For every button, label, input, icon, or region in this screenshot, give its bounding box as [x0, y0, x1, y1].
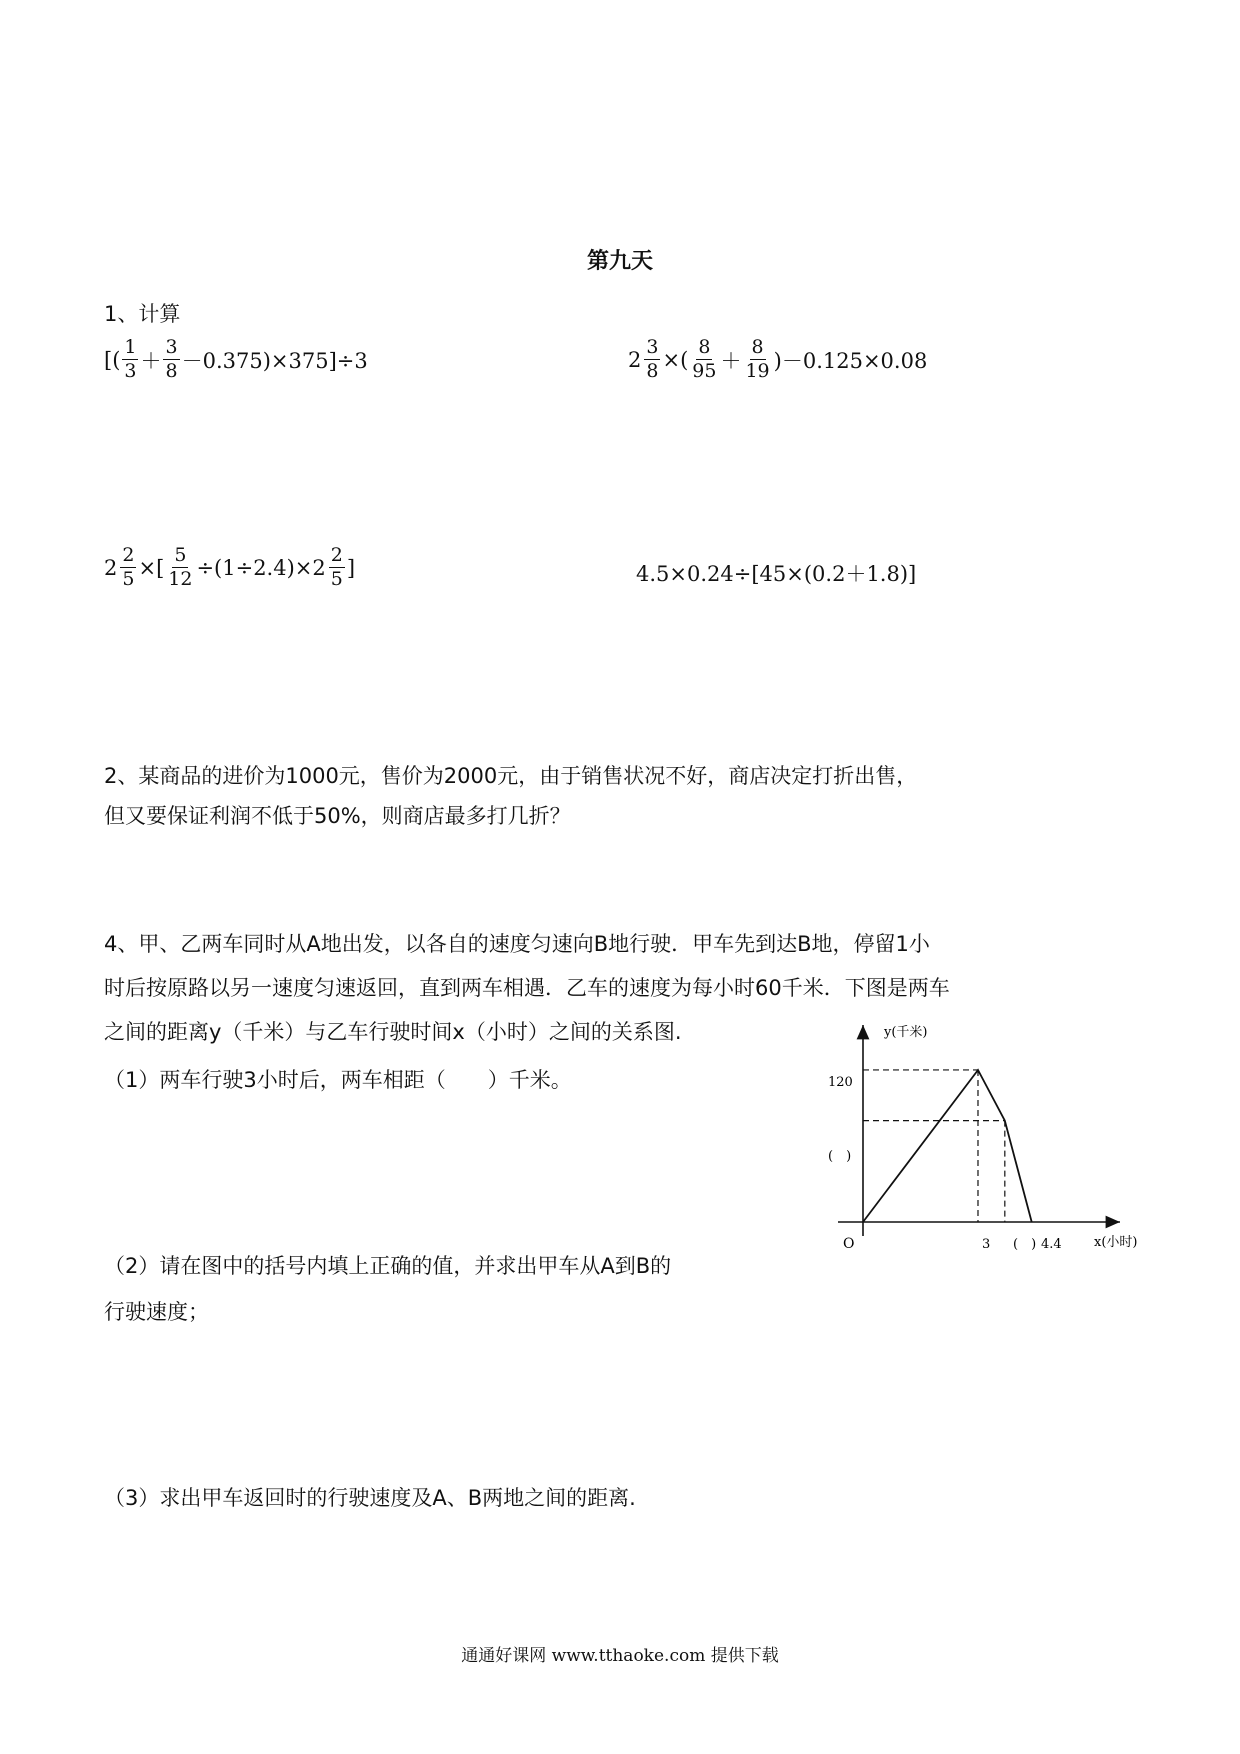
expr-text: 4.5×0.24÷[45×(0.2＋1.8)]: [636, 562, 917, 586]
expr-text: －0.375)×375]÷3: [181, 348, 368, 373]
numerator: 1: [124, 336, 137, 358]
whole-part: 2: [312, 555, 326, 580]
q2-line-1: 2、某商品的进价为1000元，售价为2000元，由于销售状况不好，商店决定打折出售，: [104, 764, 918, 788]
q4-line-2: 时后按原路以另一速度匀速返回，直到两车相遇．乙车的速度为每小时60千米．下图是两车: [104, 976, 950, 1000]
expr-text: ＋: [720, 348, 742, 373]
whole-part: 2: [628, 347, 642, 372]
whole-part: 2: [104, 555, 118, 580]
expr-text: )－0.125×0.08: [773, 348, 928, 373]
numerator: 2: [122, 544, 135, 566]
denominator: 5: [330, 568, 343, 590]
x-tick-4.4: 4.4: [1041, 1237, 1062, 1252]
denominator: 8: [165, 360, 178, 382]
y-tick-120: 120: [828, 1075, 853, 1090]
q1-label: 1、计算: [104, 302, 181, 326]
page-title: 第九天: [586, 248, 653, 274]
denominator: 8: [646, 360, 659, 382]
distance-line: [863, 1070, 1032, 1222]
x-tick-blank: ( ): [1013, 1237, 1037, 1252]
y-axis-label: y(千米): [884, 1025, 928, 1040]
numerator: 3: [165, 336, 178, 358]
numerator: 8: [698, 336, 711, 358]
denominator: 12: [168, 568, 193, 590]
denominator: 3: [124, 360, 137, 382]
origin-label: O: [843, 1236, 855, 1252]
y-tick-blank: ( ): [828, 1149, 852, 1164]
denominator: 95: [692, 360, 717, 382]
q4-sub-2a: （2）请在图中的括号内填上正确的值，并求出甲车从A到B的: [104, 1254, 672, 1278]
expr-text: ÷(1÷2.4)×: [196, 555, 313, 580]
numerator: 2: [330, 544, 343, 566]
q4-sub-3: （3）求出甲车返回时的行驶速度及A、B两地之间的距离.: [104, 1486, 636, 1510]
q4-line-1: 4、甲、乙两车同时从A地出发，以各自的速度匀速向B地行驶．甲车先到达B地，停留1小: [104, 932, 930, 956]
x-axis-label: x(小时): [1094, 1235, 1138, 1250]
guide-lines: [863, 1070, 1005, 1222]
q2-line-2: 但又要保证利润不低于50%，则商店最多打几折？: [104, 804, 571, 828]
numerator: 8: [751, 336, 764, 358]
q4-sub-2b: 行驶速度；: [104, 1300, 209, 1324]
expr-text: [(: [104, 347, 121, 372]
denominator: 19: [745, 360, 770, 382]
q4-line-3: 之间的距离y（千米）与乙车行驶时间x（小时）之间的关系图.: [104, 1020, 682, 1044]
expr-text: ×[: [138, 555, 165, 580]
expr-text: ×(: [662, 347, 689, 372]
x-tick-3: 3: [982, 1237, 991, 1252]
numerator: 5: [174, 544, 187, 566]
denominator: 5: [122, 568, 135, 590]
footer-credit: 通通好课网 www.tthaoke.com 提供下载: [461, 1646, 779, 1666]
q4-sub-1: （1）两车行驶3小时后，两车相距（ ）千米。: [104, 1068, 572, 1092]
expr-text: ＋: [140, 348, 162, 373]
numerator: 3: [646, 336, 659, 358]
expr-text: ]: [346, 555, 356, 580]
